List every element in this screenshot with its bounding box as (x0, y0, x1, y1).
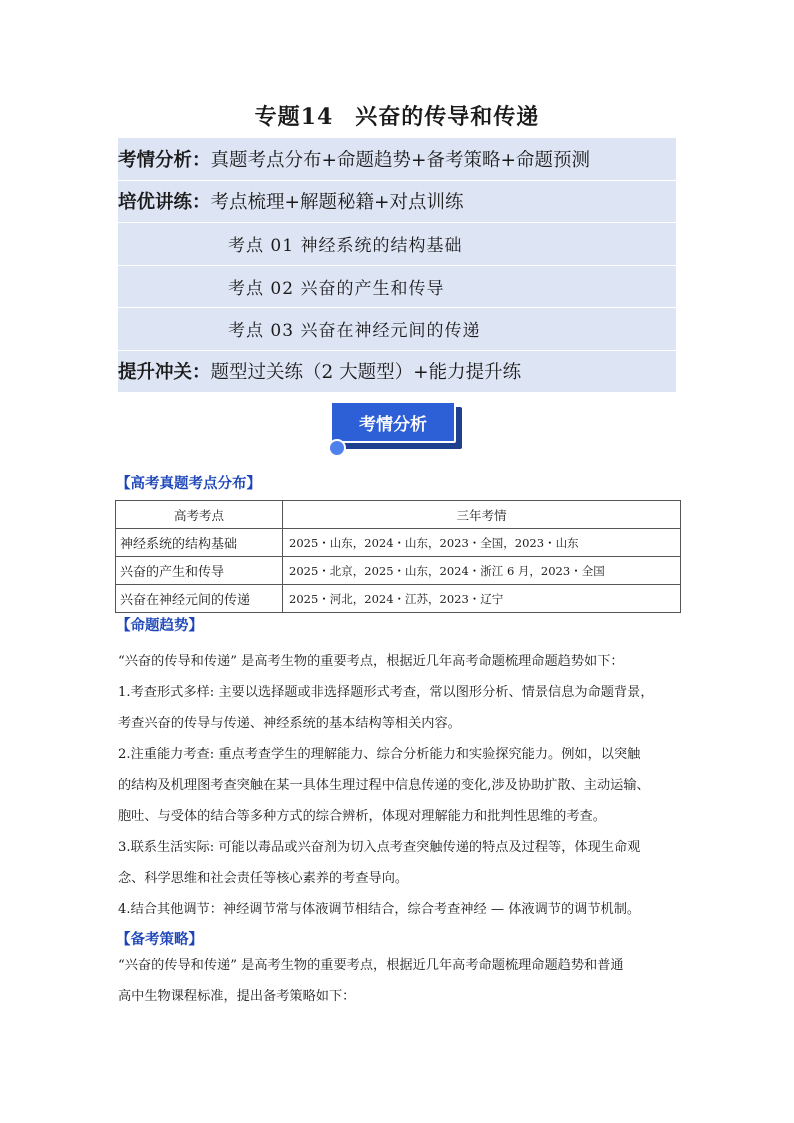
strategy-paragraph (118, 950, 678, 1012)
toc-row-training (118, 181, 676, 224)
table-row (116, 557, 681, 585)
table-cell-topic: 兴奋在神经元间的传递 (116, 585, 283, 613)
table-cell-years: 2025・北京，2025・山东，2024・浙江 6 月，2023・全国 (283, 557, 681, 585)
text-line: 的结构及机理图考查突触在某一具体生理过程中信息传递的变化,涉及协助扩散、主动运输、 (118, 778, 650, 793)
table-of-contents (118, 138, 676, 392)
trend-paragraph (118, 646, 678, 925)
title-text: 兴奋的传导和传递 (355, 104, 540, 130)
text-line: 1.考查形式多样: 主要以选择题或非选择题形式考查，常以图形分析、情景信息为命题背景， (118, 685, 654, 700)
section-badge (330, 401, 466, 457)
text-line: 3.联系生活实际: 可能以毒品或兴奋剂为切入点考查突触传递的特点及过程等，体现生命观 (118, 840, 641, 855)
toc-text: 题型过关练（2 大题型）+能力提升练 (210, 362, 522, 384)
table-header-cell: 高考考点 (116, 501, 283, 529)
toc-label: 考情分析： (118, 149, 211, 171)
text-line: 4.结合其他调节：神经调节常与体液调节相结合，综合考查神经 — 体液调节的调节机制。 (118, 902, 641, 917)
text-line: 念、科学思维和社会责任等核心素养的考查导向。 (118, 871, 409, 886)
table-cell-years: 2025・河北，2024・江苏，2023・辽宁 (283, 585, 681, 613)
text-line: “兴奋的传导和传递” 是高考生物的重要考点，根据近几年高考命题梳理命题趋势和普通 (118, 958, 624, 973)
toc-text: 考点梳理+解题秘籍+对点训练 (210, 192, 464, 214)
table-cell-years: 2025・山东，2024・山东，2023・全国，2023・山东 (283, 529, 681, 557)
table-header-cell: 三年考情 (283, 501, 681, 529)
section-heading-distribution: 【高考真题考点分布】 (116, 476, 261, 492)
toc-label: 提升冲关： (118, 362, 211, 384)
table-cell-topic: 兴奋的产生和传导 (116, 557, 283, 585)
section-heading-strategy: 【备考策略】 (116, 932, 203, 948)
text-line: 胞吐、与受体的结合等多种方式的综合辨析，体现对理解能力和批判性思维的考查。 (118, 809, 606, 824)
title-number: 专题14 (254, 104, 334, 130)
table-row (116, 529, 681, 557)
page-title (0, 100, 794, 131)
table-row (116, 585, 681, 613)
badge-dot-icon (328, 439, 346, 457)
exam-distribution-table (115, 500, 681, 613)
toc-text: 真题考点分布+命题趋势+备考策略+命题预测 (210, 149, 591, 171)
text-line: “兴奋的传导和传递” 是高考生物的重要考点，根据近几年高考命题梳理命题趋势如下： (118, 654, 624, 669)
table-cell-topic: 神经系统的结构基础 (116, 529, 283, 557)
badge-label: 考情分析 (330, 401, 456, 443)
text-line: 考查兴奋的传导与传递、神经系统的基本结构等相关内容。 (118, 716, 461, 731)
toc-label: 培优讲练： (118, 192, 211, 214)
table-header-row (116, 501, 681, 529)
toc-subitem: 考点 02 兴奋的产生和传导 (118, 266, 676, 309)
section-heading-trend: 【命题趋势】 (116, 618, 203, 634)
toc-row-practice (118, 351, 676, 393)
text-line: 2.注重能力考查: 重点考查学生的理解能力、综合分析能力和实验探究能力。例如，以突触 (118, 747, 641, 762)
toc-subitem: 考点 03 兴奋在神经元间的传递 (118, 308, 676, 351)
toc-row-analysis (118, 138, 676, 181)
text-line: 高中生物课程标准，提出备考策略如下： (118, 989, 356, 1004)
toc-subitem: 考点 01 神经系统的结构基础 (118, 223, 676, 266)
